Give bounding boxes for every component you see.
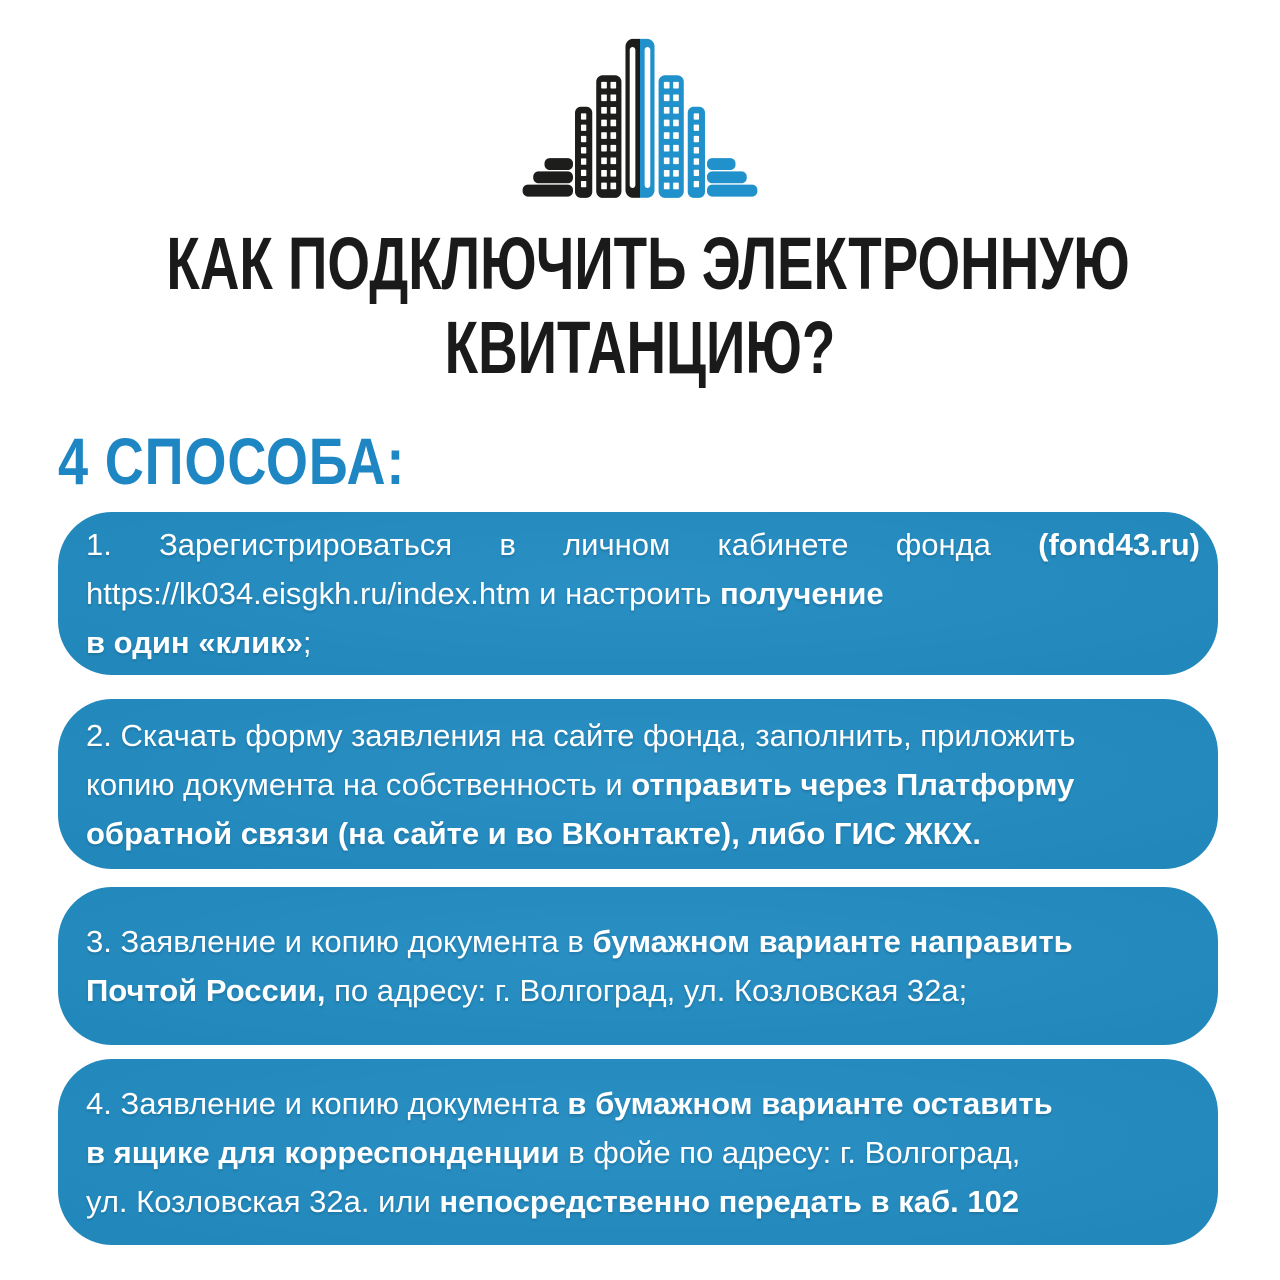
- method-3-line-2: [86, 966, 1200, 1015]
- body-text: копию документа на собственность и: [86, 766, 632, 802]
- stair-blue: [707, 171, 747, 183]
- page-title-line-2: КВИТАНЦИЮ?: [444, 306, 836, 389]
- emphasis-text: получение: [719, 576, 884, 611]
- method-box-1: [58, 512, 1218, 675]
- method-2-line-3: [86, 809, 1200, 858]
- emphasis-text: в один «клик»: [86, 625, 303, 660]
- buildings-logo: [514, 32, 766, 198]
- method-box-4: [58, 1059, 1218, 1245]
- emphasis-text: в ящике для корреспонденции: [86, 1134, 560, 1170]
- body-text: 3. Заявление и копию документа в: [86, 924, 593, 959]
- method-4-line-2: [86, 1128, 1200, 1177]
- emphasis-text: обратной связи (на сайте и во ВКонтакте), либо ГИС ЖКХ.: [86, 815, 981, 851]
- emphasis-text: Почтой России,: [86, 973, 326, 1008]
- body-text: ул. Козловская 32а. или: [86, 1183, 440, 1219]
- window-slot: [645, 47, 651, 188]
- window-slot: [630, 47, 636, 188]
- method-box-2: [58, 699, 1218, 869]
- methods-list: [58, 512, 1218, 1245]
- method-1-line-2: [86, 569, 1200, 618]
- page-title-line-1: КАК ПОДКЛЮЧИТЬ ЭЛЕКТРОННУЮ: [166, 222, 1130, 305]
- emphasis-text: бумажном варианте направить: [592, 924, 1073, 959]
- stair-blue: [707, 158, 736, 170]
- emphasis-text: отправить через Платформу: [631, 766, 1075, 802]
- method-1-line-3: [86, 618, 1200, 667]
- body-text: 1. Зарегистрироваться в личном кабинете фонда: [86, 527, 1039, 562]
- method-3-line-1: [86, 917, 1200, 966]
- method-4-line-3: [86, 1177, 1200, 1226]
- method-box-3: [58, 887, 1218, 1045]
- building-blue-mid: [659, 75, 684, 198]
- body-text: в фойе по адресу: г. Волгоград,: [559, 1134, 1021, 1170]
- body-text: по адресу: г. Волгоград, ул. Козловская 32а;: [325, 973, 968, 1008]
- method-1-line-1: [86, 520, 1200, 569]
- subtitle-4-ways: 4 СПОСОБА:: [58, 424, 406, 498]
- emphasis-text: непосредственно передать в каб. 102: [439, 1183, 1020, 1219]
- method-2-line-1: [86, 711, 1200, 760]
- body-text: 2. Скачать форму заявления на сайте фонда, заполнить, приложить: [86, 717, 1076, 753]
- stair-black: [533, 171, 573, 183]
- emphasis-text: (fond43.ru): [1038, 527, 1200, 562]
- stair-black: [523, 185, 573, 197]
- emphasis-text: в бумажном варианте оставить: [567, 1085, 1053, 1121]
- body-text: ;: [302, 625, 312, 660]
- stair-blue: [707, 185, 757, 197]
- method-2-line-2: [86, 760, 1200, 809]
- page-title: [0, 222, 1280, 390]
- stair-black: [545, 158, 574, 170]
- method-4-line-1: [86, 1079, 1200, 1128]
- building-black-mid: [596, 75, 621, 198]
- body-text: https://lk034.eisgkh.ru/index.htm и настроить: [86, 576, 720, 611]
- body-text: 4. Заявление и копию документа: [86, 1085, 568, 1121]
